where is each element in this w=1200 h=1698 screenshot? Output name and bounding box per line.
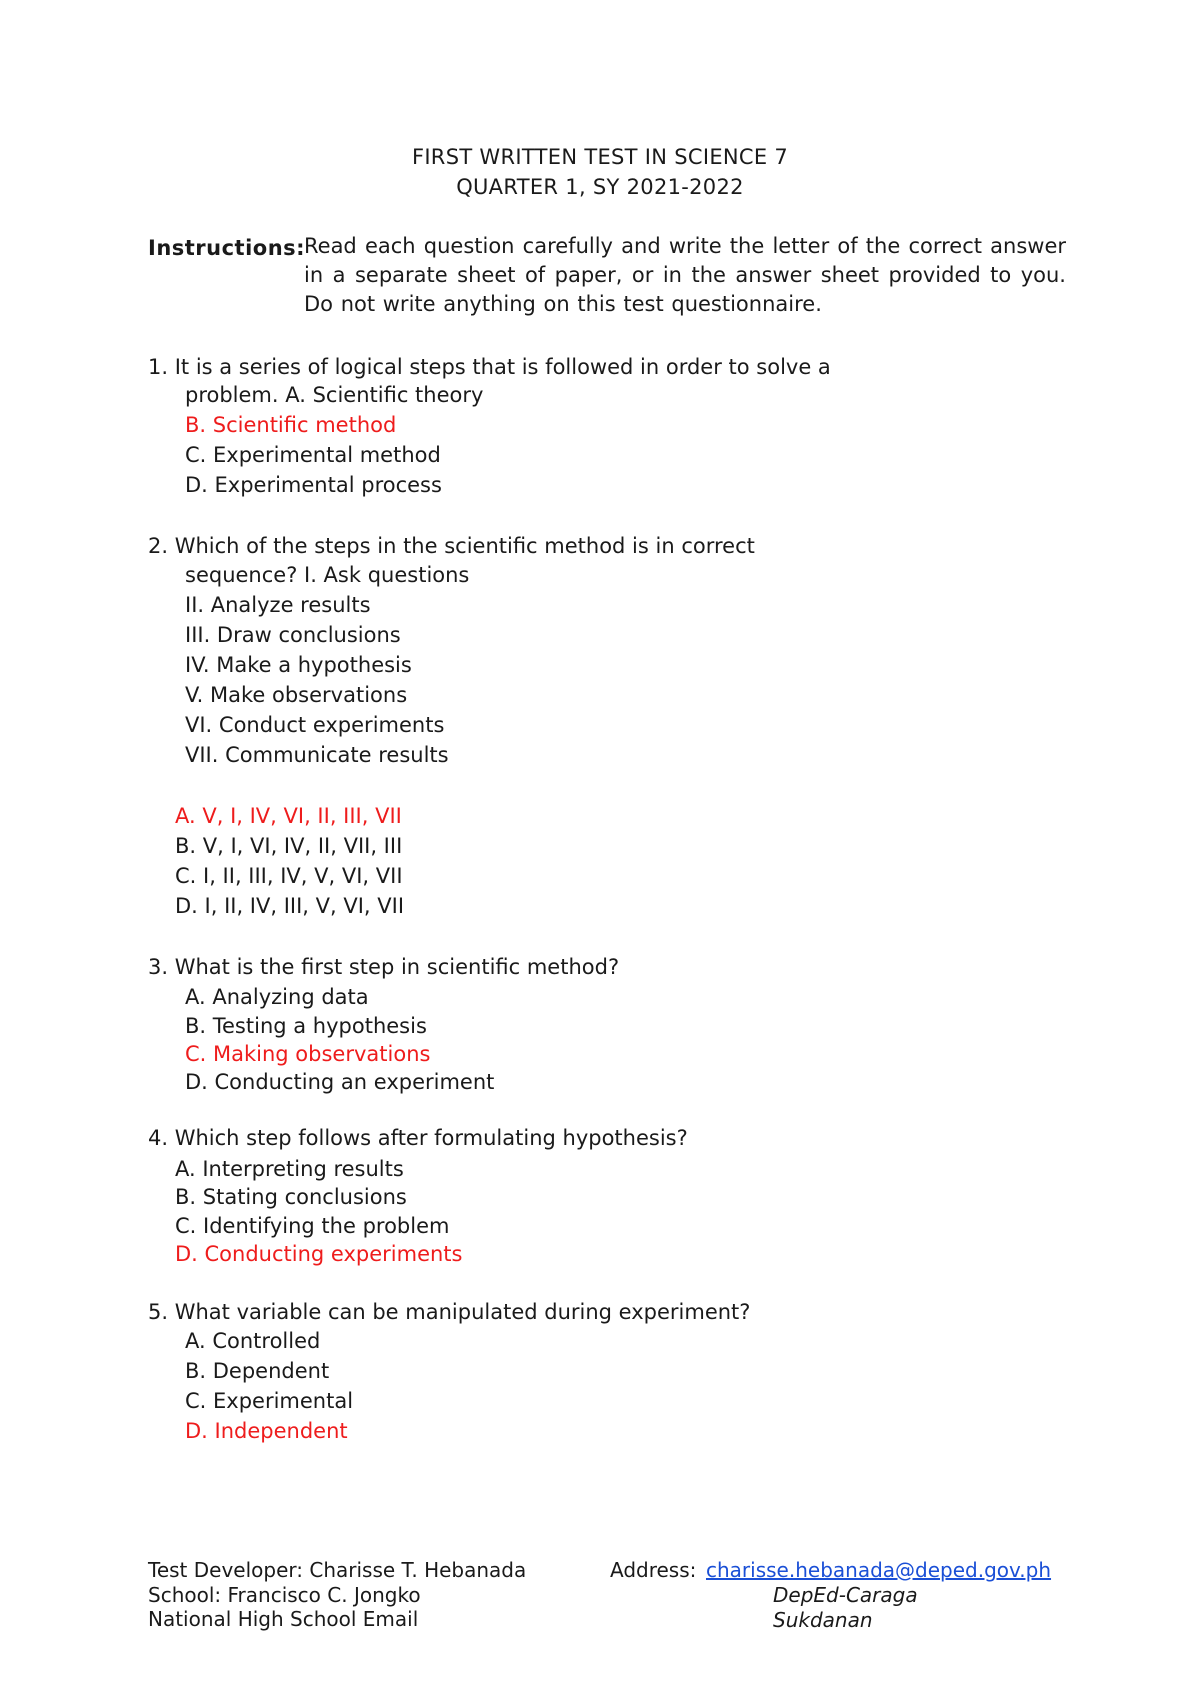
answer-choice-correct: A. V, I, IV, VI, II, III, VII: [175, 804, 402, 828]
answer-choice: D. Conducting an experiment: [185, 1070, 495, 1094]
footer-school-continued: National High School Email: [148, 1607, 419, 1631]
footer-email-link[interactable]: charisse.hebanada@deped.gov.ph: [706, 1558, 1052, 1582]
footer-developer: Test Developer: Charisse T. Hebanada: [148, 1558, 527, 1582]
answer-choice-correct: B. Scientific method: [185, 413, 397, 437]
question-stem: 3. What is the first step in scientific method?: [148, 955, 620, 979]
answer-choice: C. Identifying the problem: [175, 1214, 450, 1238]
answer-choice: A. Controlled: [185, 1329, 321, 1353]
answer-choice: B. Dependent: [185, 1359, 330, 1383]
footer-address-line2: Sukdanan: [773, 1608, 873, 1632]
answer-choice: A. Analyzing data: [185, 985, 369, 1009]
answer-choice: B. V, I, VI, IV, II, VII, III: [175, 834, 403, 858]
answer-choice-correct: D. Conducting experiments: [175, 1242, 463, 1266]
sequence-step: VI. Conduct experiments: [185, 713, 445, 737]
sequence-step: V. Make observations: [185, 683, 408, 707]
instructions-label: Instructions:: [148, 236, 306, 260]
question-stem-continued: sequence? I. Ask questions: [185, 563, 470, 587]
question-stem: 1. It is a series of logical steps that is followed in order to solve a: [148, 355, 831, 379]
footer-school: School: Francisco C. Jongko: [148, 1583, 421, 1607]
answer-choice-correct: D. Independent: [185, 1419, 348, 1443]
sequence-step: IV. Make a hypothesis: [185, 653, 412, 677]
answer-choice: B. Testing a hypothesis: [185, 1014, 427, 1038]
question-stem: 4. Which step follows after formulating hypothesis?: [148, 1126, 688, 1150]
page-title: FIRST WRITTEN TEST IN SCIENCE 7: [411, 145, 789, 169]
question-stem: 5. What variable can be manipulated during experiment?: [148, 1300, 751, 1324]
answer-choice: A. Interpreting results: [175, 1157, 404, 1181]
question-stem: 2. Which of the steps in the scientific method is in correct: [148, 534, 755, 558]
answer-choice: D. Experimental process: [185, 473, 442, 497]
answer-choice-correct: C. Making observations: [185, 1042, 431, 1066]
page-subtitle: QUARTER 1, SY 2021-2022: [456, 175, 744, 199]
sequence-step: III. Draw conclusions: [185, 623, 401, 647]
footer-address-line1: DepEd-Caraga: [773, 1583, 918, 1607]
answer-choice: C. Experimental method: [185, 443, 441, 467]
instructions-text: Read each question carefully and write the letter of the correct answer in a separate sheet of paper, or in the answer sheet provided to you. Do not write anything on this test questionnaire.: [304, 234, 1066, 316]
sequence-step: VII. Communicate results: [185, 743, 449, 767]
answer-choice: C. I, II, III, IV, V, VI, VII: [175, 864, 403, 888]
sequence-step: II. Analyze results: [185, 593, 371, 617]
answer-choice: C. Experimental: [185, 1389, 354, 1413]
answer-choice: B. Stating conclusions: [175, 1185, 407, 1209]
answer-choice: D. I, II, IV, III, V, VI, VII: [175, 894, 405, 918]
footer-address-label: Address:: [610, 1558, 697, 1582]
question-stem-continued: problem. A. Scientific theory: [185, 383, 484, 407]
